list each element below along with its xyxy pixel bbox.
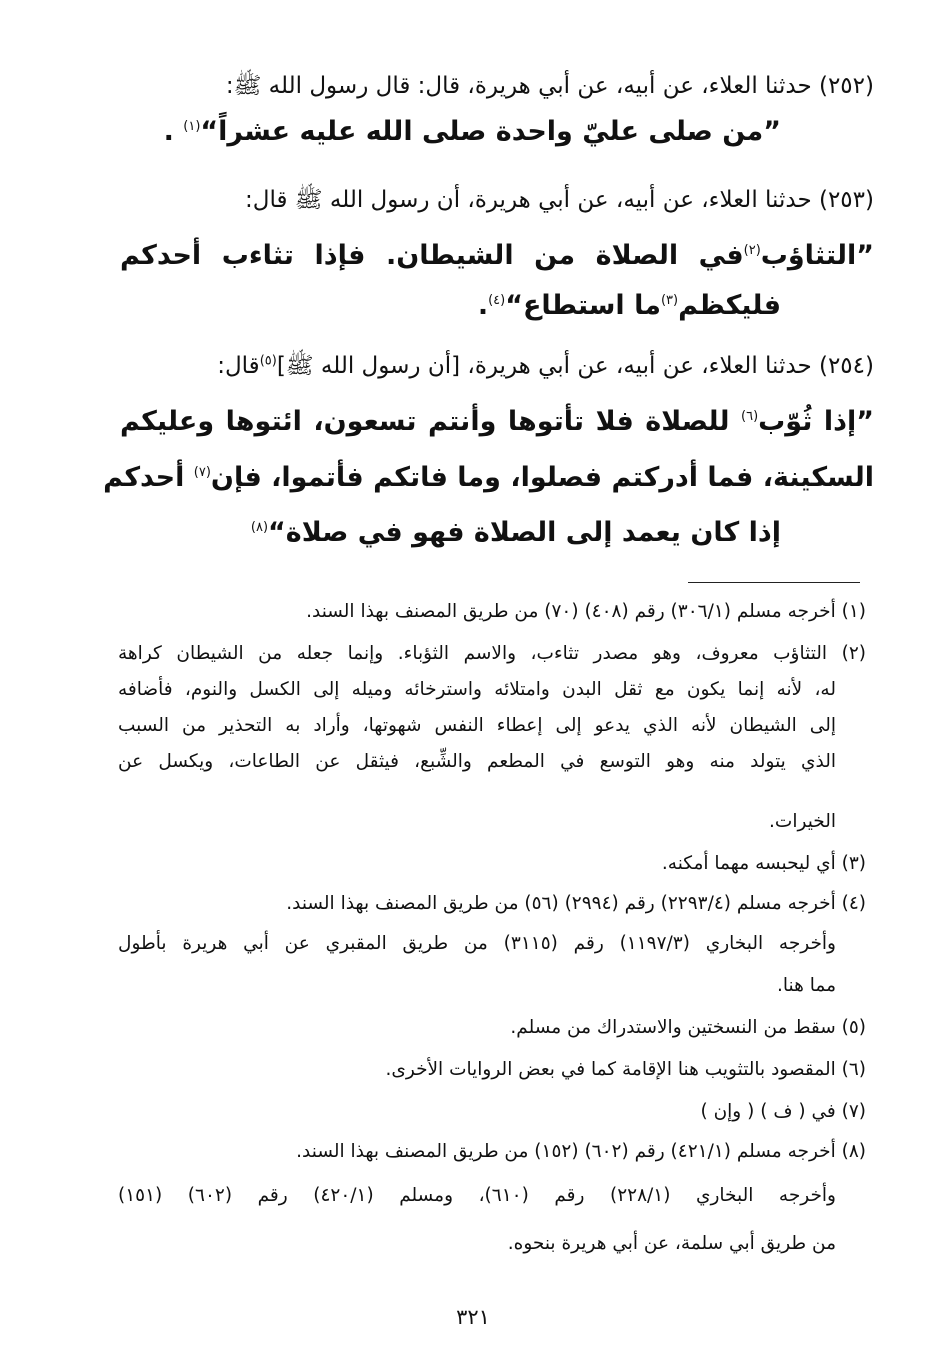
footnote-line: من طريق أبي سلمة، عن أبي هريرة بنحوه. [507,1233,836,1254]
page-number: ٣٢١ [456,1305,490,1329]
hadith-254-matn-line-2: السكينة، فما أدركتم فصلوا، وما فاتكم فأتموا، فإن$^{(٧)}$ أحدكم [103,462,874,493]
footnote-line: (٢) التثاؤب معروف، وهو مصدر تثاءب، والاسم الثؤباء. وإنما جعله من الشيطان كراهة [118,643,866,664]
hadith-253-matn-line-2: فليكظم$^{(٣)}$ما استطاع“$^{(٤)}$. [477,290,781,321]
hadith-253-matn-line-1: ”التثاؤب$^{(٢)}$في الصلاة من الشيطان. فإذا تثاءب أحدكم [120,240,874,271]
footnote-line: وأخرجه البخاري (١١٩٧/٣) رقم (٣١١٥) من طريق المقبري عن أبي هريرة بأطول [118,933,836,954]
hadith-254-matn-line-1: ”إذا ثُوّب$^{(٦)}$ للصلاة فلا تأتوها وأنتم تسعون، ائتوها وعليكم [120,406,874,437]
hadith-253-isnad: (٢٥٣) حدثنا العلاء، عن أبيه، عن أبي هريرة، أن رسول الله ﷺ قال: [245,187,874,213]
hadith-254-isnad: (٢٥٤) حدثنا العلاء، عن أبيه، عن أبي هريرة، [أن رسول الله ﷺ]$^{(٥)}$قال: [217,353,874,379]
footnote-line: مما هنا. [777,975,836,996]
footnote-line: (٤) أخرجه مسلم (٢٢٩٣/٤) رقم (٢٩٩٤) (٥٦) من طريق المصنف بهذا السند. [286,893,866,914]
footnote-line: له، لأنه إنما يكون مع ثقل البدن وامتلائه واسترخائه وميله إلى الكسل والنوم، فأضافه [118,679,836,700]
footnote-line: (٣) أي ليحبسه مهما أمكنه. [661,853,866,874]
footnote-line: (١) أخرجه مسلم (٣٠٦/١) رقم (٤٠٨) (٧٠) من طريق المصنف بهذا السند. [306,601,866,622]
footnote-line: (٦) المقصود بالتثويب هنا الإقامة كما في بعض الروايات الأخرى. [385,1059,866,1080]
footnote-line: (٨) أخرجه مسلم (٤٢١/١) رقم (٦٠٢) (١٥٢) من طريق المصنف بهذا السند. [296,1141,866,1162]
footnote-separator [688,582,860,583]
footnote-line: وأخرجه البخاري (٢٢٨/١) رقم (٦١٠)، ومسلم (٤٢٠/١) رقم (٦٠٢) (١٥١) [118,1185,836,1206]
footnote-line: (٧) في ( ف ) ( وإن ) [700,1101,866,1122]
footnote-line: إلى الشيطان لأنه الذي يدعو إلى إعطاء النفس شهوتها، وأراد به التحذير من السبب [118,715,836,736]
footnote-line: الذي يتولد منه وهو التوسع في المطعم والشِّبع، فيثقل عن الطاعات، ويكسل عن [118,751,836,772]
hadith-254-matn-line-3: إذا كان يعمد إلى الصلاة فهو في صلاة“$^{(٨)}$ [250,517,781,548]
footnote-line: (٥) سقط من النسختين والاستدراك من مسلم. [510,1017,866,1038]
hadith-252-isnad: (٢٥٢) حدثنا العلاء، عن أبيه، عن أبي هريرة، قال: قال رسول الله ﷺ: [225,73,874,99]
footnote-line: الخيرات. [769,811,836,832]
hadith-252-matn-line-1: ”من صلى عليّ واحدة صلى الله عليه عشراً“$^{(١)}$ . [163,116,781,147]
